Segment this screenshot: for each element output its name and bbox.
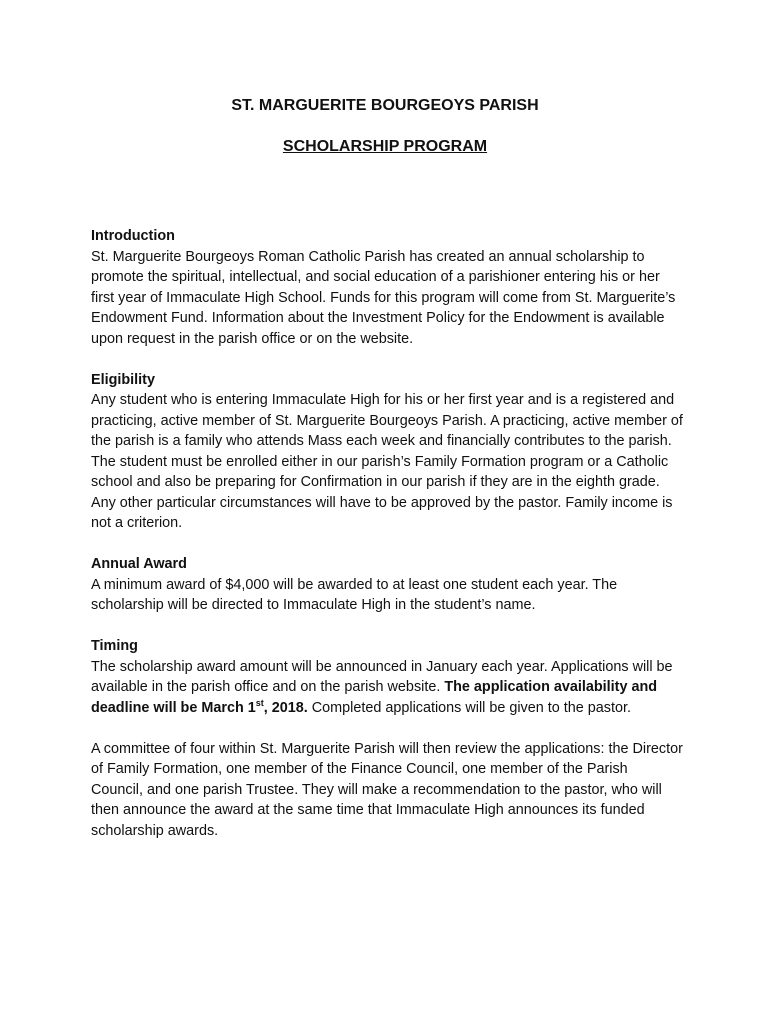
annual-award-section	[91, 554, 683, 616]
timing-section	[91, 636, 683, 718]
eligibility-section	[91, 370, 683, 534]
committee-paragraph: A committee of four within St. Marguerite Parish will then review the applications: the Director of Family Formation, one member of the Finance Council, one member of the Parish Council, and one parish Trustee. They will make a recommendation to the pastor, who will then announce the award at the same time that Immaculate High announces its funded scholarship awards.	[91, 740, 683, 839]
timing-deadline-start: The application availability and deadline will be March 1	[91, 679, 658, 716]
committee-section	[91, 739, 683, 842]
introduction-heading: Introduction	[91, 228, 175, 244]
timing-deadline-ordinal: st	[255, 697, 264, 708]
timing-text-start: The scholarship award amount will be announced in January each year. Applications will be available in the parish office and on the parish website.	[91, 658, 673, 695]
document-body	[91, 226, 683, 862]
timing-heading: Timing	[91, 638, 138, 654]
timing-deadline-end: , 2018.	[263, 699, 308, 716]
annual-award-paragraph: A minimum award of $4,000 will be awarded to at least one student each year. The scholarship will be directed to Immaculate High in the student’s name.	[91, 576, 618, 613]
timing-text-end: Completed applications will be given to the pastor.	[307, 699, 631, 716]
annual-award-heading: Annual Award	[91, 556, 187, 572]
document-title: ST. MARGUERITE BOURGEOYS PARISH	[231, 97, 539, 114]
eligibility-paragraph: Any student who is entering Immaculate High for his or her first year and is a registered and practicing, active member of St. Marguerite Bourgeoys Parish. A practicing, active member of the parish is a family who attends Mass each week and financially contributes to the parish. The student must be enrolled either in our parish’s Family Formation program or a Catholic school and also be preparing for Confirmation in our parish if they are in the eighth grade. Any other particular circumstances will have to be approved by the pastor. Family income is not a criterion.	[91, 392, 683, 531]
eligibility-heading: Eligibility	[91, 371, 155, 388]
introduction-section	[91, 226, 683, 349]
timing-paragraph	[91, 657, 683, 719]
document-subtitle: SCHOLARSHIP PROGRAM	[282, 138, 488, 155]
introduction-paragraph: St. Marguerite Bourgeoys Roman Catholic Parish has created an annual scholarship to promote the spiritual, intellectual, and social education of a parishioner entering his or her first year of Immaculate High School. Funds for this program will come from St. Marguerite’s Endowment Fund. Information about the Investment Policy for the Endowment is available upon request in the parish office or on the website.	[91, 248, 676, 347]
